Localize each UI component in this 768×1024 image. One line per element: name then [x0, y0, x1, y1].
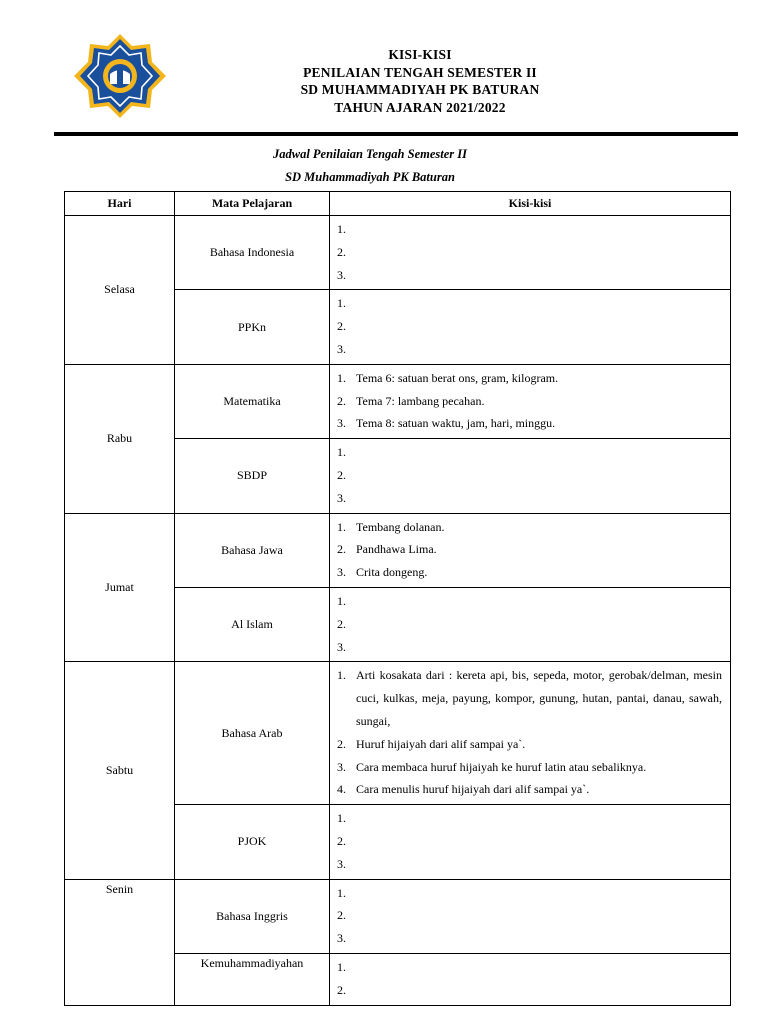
- list-item: [356, 904, 722, 927]
- subject-cell: Bahasa Jawa: [175, 513, 330, 587]
- list-item: [356, 264, 722, 287]
- subject-cell: Al Islam: [175, 587, 330, 661]
- table-row: [65, 216, 731, 290]
- header-divider: [54, 132, 738, 136]
- day-cell: Selasa: [65, 216, 175, 365]
- header-day: Hari: [65, 192, 175, 216]
- subject-cell: Bahasa Arab: [175, 662, 330, 805]
- list-item: [356, 853, 722, 876]
- list-item: Tema 6: satuan berat ons, gram, kilogram.: [356, 370, 559, 385]
- subject-cell: Bahasa Indonesia: [175, 216, 330, 290]
- list-item: [356, 218, 722, 241]
- header-year: TAHUN AJARAN 2021/2022: [334, 99, 506, 115]
- grid-cell: [330, 805, 731, 879]
- list-item: [356, 927, 722, 950]
- list-item: [356, 979, 722, 1002]
- list-item: [356, 292, 722, 315]
- list-item: Pandhawa Lima.: [356, 542, 437, 557]
- header-title: KISI-KISI: [388, 47, 452, 62]
- table-row: [65, 513, 731, 587]
- table-row: [65, 364, 731, 438]
- grid-cell: [330, 587, 731, 661]
- list-item: [356, 830, 722, 853]
- list-item: Tema 8: satuan waktu, jam, hari, minggu.: [356, 416, 556, 431]
- day-cell: Rabu: [65, 364, 175, 513]
- grid-cell: [330, 953, 731, 1005]
- list-item: Arti kosakata dari : kereta api, bis, sepeda, motor, gerobak/delman, mesin cuci, kulkas, meja, payung, kompor, gunung, hutan, pantai, danau, sawah, sungai,: [356, 668, 722, 728]
- list-item: [356, 807, 722, 830]
- schedule-title: Jadwal Penilaian Tengah Semester II: [272, 147, 467, 161]
- grid-cell: [330, 879, 731, 953]
- list-item: [356, 241, 722, 264]
- list-item: [356, 464, 722, 487]
- list-item: [356, 338, 722, 361]
- grid-cell: [330, 290, 731, 364]
- list-item: [356, 636, 722, 659]
- day-cell: Sabtu: [65, 662, 175, 879]
- list-item: Cara menulis huruf hijaiyah dari alif sampai ya`.: [356, 782, 590, 797]
- grid-cell: [330, 364, 731, 438]
- table-header-row: [65, 192, 731, 216]
- subject-cell: PJOK: [175, 805, 330, 879]
- list-item: [356, 613, 722, 636]
- list-item: Tema 7: lambang pecahan.: [356, 393, 485, 408]
- header-grid: Kisi-kisi: [330, 192, 731, 216]
- list-item: Huruf hijaiyah dari alif sampai ya`.: [356, 736, 526, 751]
- document-header: [190, 46, 650, 116]
- list-item: [356, 882, 722, 905]
- list-item: Tembang dolanan.: [356, 519, 445, 534]
- grid-cell: [330, 216, 731, 290]
- day-cell: Jumat: [65, 513, 175, 662]
- subject-cell: SBDP: [175, 439, 330, 513]
- table-row: [65, 879, 731, 953]
- subject-cell: Matematika: [175, 364, 330, 438]
- school-logo-icon: [72, 32, 168, 120]
- header-subject: Mata Pelajaran: [175, 192, 330, 216]
- table-row: [65, 662, 731, 805]
- list-item: Crita dongeng.: [356, 565, 428, 580]
- day-cell: Senin: [65, 879, 175, 1005]
- exam-schedule-table: [64, 191, 731, 1006]
- list-item: Cara membaca huruf hijaiyah ke huruf latin atau sebaliknya.: [356, 759, 647, 774]
- grid-cell: [330, 439, 731, 513]
- list-item: [356, 956, 722, 979]
- schedule-school: SD Muhammadiyah PK Baturan: [285, 170, 455, 184]
- header-exam: PENILAIAN TENGAH SEMESTER II: [303, 64, 537, 80]
- list-item: [356, 441, 722, 464]
- subject-cell: Bahasa Inggris: [175, 879, 330, 953]
- list-item: [356, 487, 722, 510]
- grid-cell: [330, 662, 731, 805]
- list-item: [356, 590, 722, 613]
- header-school: SD MUHAMMADIYAH PK BATURAN: [300, 82, 540, 97]
- subject-cell: Kemuhammadiyahan: [175, 953, 330, 1005]
- grid-cell: [330, 513, 731, 587]
- subject-cell: PPKn: [175, 290, 330, 364]
- list-item: [356, 315, 722, 338]
